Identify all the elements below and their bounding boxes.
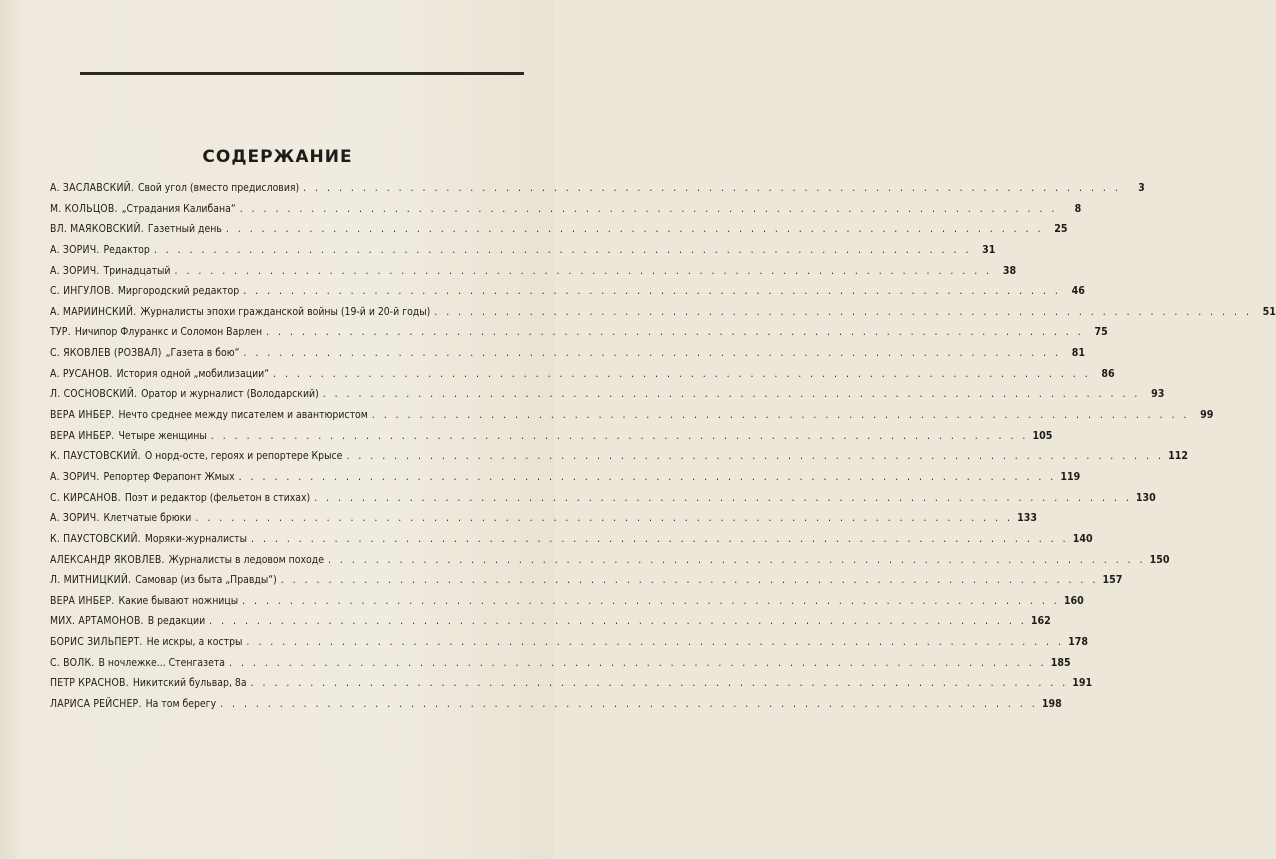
toc-page-number: 112	[1168, 450, 1189, 463]
toc-author: А. ЗОРИЧ.	[50, 264, 100, 277]
toc-entry	[50, 367, 1115, 389]
toc-author: А. РУСАНОВ.	[50, 367, 113, 380]
page-title: СОДЕРЖАНИЕ	[202, 147, 353, 167]
dot-leader	[266, 326, 1084, 338]
toc-entry	[50, 491, 1156, 513]
dot-leader	[175, 265, 993, 277]
toc-author: А. ЗОРИЧ.	[50, 512, 100, 525]
toc-author: ТУР.	[50, 326, 71, 339]
toc-author: А. ЗОРИЧ.	[50, 243, 100, 256]
top-rule	[80, 72, 524, 75]
dot-leader	[240, 203, 1058, 215]
toc-page-number: 38	[1002, 264, 1017, 277]
toc-title: В редакции	[147, 615, 206, 628]
toc-entry	[50, 677, 1093, 698]
dot-leader	[239, 471, 1057, 483]
dot-leader	[243, 347, 1061, 359]
toc-author: С. ВОЛК.	[50, 656, 95, 669]
toc-page-number: 198	[1041, 698, 1062, 711]
toc-entry	[50, 532, 1093, 554]
toc-author: К. ПАУСТОВСКИЙ.	[50, 532, 141, 545]
toc-entry	[50, 409, 1214, 430]
toc-title: История одной „мобилизации“	[116, 367, 270, 380]
toc-entry	[50, 388, 1165, 409]
toc-author: С. ЯКОВЛЕВ (РОЗВАЛ)	[50, 347, 162, 360]
toc-entry	[50, 243, 996, 265]
toc-title: Журналисты эпохи гражданской войны (19-й и 20-й годы)	[140, 305, 431, 318]
toc-title: „Газета в бою“	[165, 347, 240, 360]
dot-leader	[226, 223, 1044, 235]
toc-title: Поэт и редактор (фельетон в стихах)	[124, 491, 311, 504]
toc-entry	[50, 574, 1123, 595]
toc-author: АЛЕКСАНДР ЯКОВЛЕВ.	[50, 553, 165, 566]
toc-page-number: 51	[1262, 305, 1276, 318]
toc-page-number: 8	[1074, 202, 1082, 215]
toc-page-number: 157	[1102, 574, 1123, 587]
toc-author: С. ИНГУЛОВ.	[50, 285, 114, 298]
toc-title: Репортер Ферапонт Жмых	[103, 470, 235, 483]
toc-author: А. МАРИИНСКИЙ.	[50, 305, 137, 318]
toc-author: А. ЗАСЛАВСКИЙ.	[50, 182, 134, 194]
toc-title: На том берегу	[145, 698, 217, 711]
toc-page-number: 25	[1054, 223, 1068, 236]
toc-title: Ничипор Флуранкс и Соломон Варлен	[74, 326, 263, 339]
toc-title: Журналисты в ледовом походе	[168, 553, 324, 566]
dot-leader	[314, 492, 1132, 504]
toc-title: Газетный день	[147, 223, 222, 236]
toc-author: А. ЗОРИЧ.	[50, 470, 100, 483]
dot-leader	[434, 306, 1252, 318]
toc-author: Л. СОСНОВСКИЙ.	[50, 388, 138, 401]
toc-title: Нечто среднее между писателем и авантюристом	[118, 409, 368, 422]
toc-title: Не искры, а костры	[146, 636, 243, 649]
toc-author: МИХ. АРТАМОНОВ.	[50, 615, 144, 628]
dot-leader	[195, 512, 1013, 524]
toc-page-number: 86	[1101, 367, 1115, 380]
table-of-contents	[50, 182, 1276, 719]
toc-entry	[50, 347, 1086, 368]
toc-title: Тринадцатый	[103, 264, 171, 277]
toc-entry	[50, 223, 1068, 244]
toc-entry	[50, 202, 1082, 224]
toc-title: В ночлежке... Стенгазета	[98, 656, 226, 669]
toc-title: Какие бывают ножницы	[118, 594, 239, 607]
toc-page-number: 185	[1050, 656, 1071, 669]
toc-entry	[50, 264, 1017, 286]
toc-title: „Страдания Калибана“	[121, 202, 236, 215]
dot-leader	[243, 285, 1061, 297]
toc-entry	[50, 512, 1038, 533]
toc-page-number: 130	[1135, 491, 1156, 504]
dot-leader	[323, 388, 1141, 400]
toc-author: БОРИС ЗИЛЬПЕРТ.	[50, 636, 143, 649]
dot-leader	[246, 636, 1064, 648]
toc-title: Клетчатые брюки	[103, 512, 192, 525]
toc-author: ВЕРА ИНБЕР.	[50, 409, 115, 422]
toc-page-number: 140	[1072, 532, 1093, 545]
toc-entry	[50, 305, 1276, 327]
toc-entry	[50, 656, 1071, 678]
toc-page-number: 75	[1094, 326, 1108, 339]
toc-entry	[50, 285, 1085, 306]
toc-page-number: 81	[1071, 347, 1086, 360]
toc-page-number: 99	[1200, 409, 1214, 422]
toc-entry	[50, 182, 1145, 203]
toc-entry	[50, 553, 1170, 575]
toc-author: ПЕТР КРАСНОВ.	[50, 677, 129, 690]
dot-leader	[303, 182, 1121, 194]
dot-leader	[209, 615, 1027, 627]
dot-leader	[273, 368, 1091, 380]
toc-page-number: 150	[1149, 553, 1170, 566]
dot-leader	[154, 244, 972, 256]
dot-leader	[220, 698, 1038, 710]
toc-title: Миргородский редактор	[117, 285, 240, 298]
toc-title: Никитский бульвар, 8а	[132, 677, 247, 690]
dot-leader	[211, 430, 1029, 442]
toc-page-number: 133	[1017, 512, 1038, 525]
toc-author: ВЛ. МАЯКОВСКИЙ.	[50, 223, 144, 236]
toc-title: Четыре женщины	[118, 429, 207, 442]
toc-entry	[50, 326, 1108, 347]
dot-leader	[229, 657, 1047, 669]
toc-entry	[50, 429, 1053, 451]
dot-leader	[372, 409, 1190, 421]
toc-page-number: 3	[1138, 182, 1145, 194]
toc-author: Л. МИТНИЦКИЙ.	[50, 574, 132, 587]
dot-leader	[242, 595, 1060, 607]
toc-title: Свой угол (вместо предисловия)	[138, 182, 300, 194]
toc-author: ВЕРА ИНБЕР.	[50, 429, 115, 442]
toc-title: Оратор и журналист (Володарский)	[141, 388, 319, 401]
toc-title: Редактор	[103, 243, 150, 256]
dot-leader	[281, 574, 1099, 586]
toc-page-number: 160	[1063, 594, 1084, 607]
toc-page-number: 162	[1030, 615, 1051, 628]
toc-author: С. КИРСАНОВ.	[50, 491, 121, 504]
toc-entry	[50, 698, 1062, 719]
toc-entry	[50, 470, 1081, 492]
toc-author: М. КОЛЬЦОВ.	[50, 202, 118, 215]
toc-title: Моряки-журналисты	[144, 532, 248, 545]
toc-author: ЛАРИСА РЕЙСНЕР.	[50, 698, 142, 711]
toc-title: Самовар (из быта „Правды“)	[135, 574, 277, 587]
toc-page-number: 46	[1071, 285, 1085, 298]
toc-title: О норд-осте, героях и репортере Крысе	[144, 450, 343, 463]
dot-leader	[251, 533, 1069, 545]
toc-page-number: 119	[1060, 470, 1081, 483]
toc-author: ВЕРА ИНБЕР.	[50, 594, 115, 607]
toc-page-number: 105	[1032, 429, 1053, 442]
toc-entry	[50, 615, 1051, 636]
toc-entry	[50, 636, 1089, 657]
dot-leader	[251, 677, 1069, 689]
toc-page-number: 31	[982, 243, 996, 256]
dot-leader	[346, 450, 1164, 462]
toc-page-number: 191	[1072, 677, 1093, 690]
dot-leader	[328, 554, 1146, 566]
toc-entry	[50, 450, 1189, 471]
toc-entry	[50, 594, 1084, 616]
toc-author: К. ПАУСТОВСКИЙ.	[50, 450, 141, 463]
toc-page-number: 93	[1151, 388, 1165, 401]
toc-page-number: 178	[1068, 636, 1089, 649]
